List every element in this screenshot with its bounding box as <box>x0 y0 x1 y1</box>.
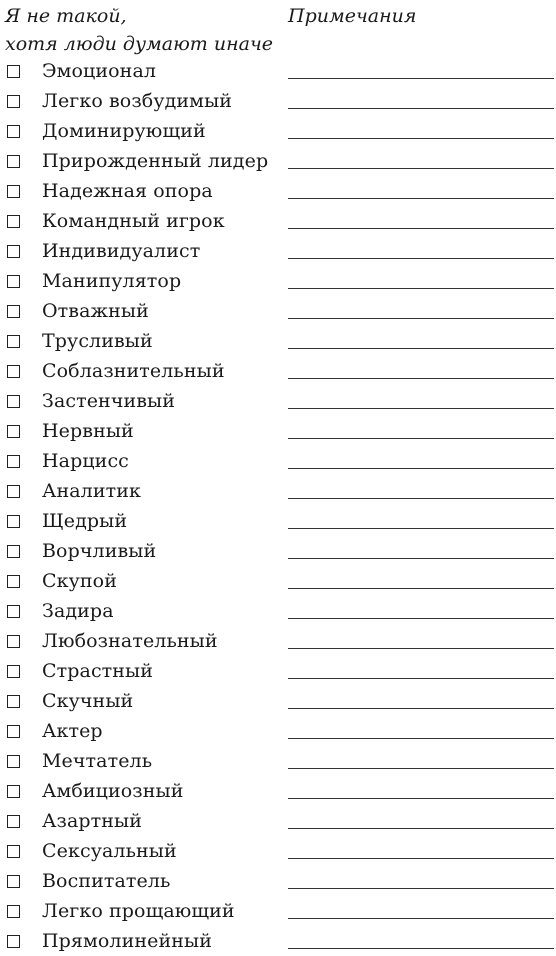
checklist-row <box>0 416 556 446</box>
notes-line[interactable] <box>288 528 554 529</box>
trait-label: Индивидуалист <box>42 240 201 262</box>
checklist-row <box>0 776 556 806</box>
trait-checkbox[interactable] <box>7 245 20 258</box>
notes-line[interactable] <box>288 378 554 379</box>
trait-label: Командный игрок <box>42 210 225 232</box>
notes-line[interactable] <box>288 288 554 289</box>
trait-label: Любознательный <box>42 630 218 652</box>
trait-label: Легко прощающий <box>42 900 235 922</box>
trait-label: Нарцисс <box>42 450 129 472</box>
notes-line[interactable] <box>288 198 554 199</box>
trait-checkbox[interactable] <box>7 395 20 408</box>
notes-line[interactable] <box>288 138 554 139</box>
trait-checkbox[interactable] <box>7 875 20 888</box>
notes-line[interactable] <box>288 768 554 769</box>
trait-checkbox[interactable] <box>7 515 20 528</box>
checklist-row <box>0 866 556 896</box>
trait-checkbox[interactable] <box>7 365 20 378</box>
trait-label: Ворчливый <box>42 540 157 562</box>
trait-checkbox[interactable] <box>7 905 20 918</box>
notes-line[interactable] <box>288 408 554 409</box>
notes-line[interactable] <box>288 828 554 829</box>
trait-checkbox[interactable] <box>7 275 20 288</box>
left-column-heading <box>5 2 273 58</box>
trait-checkbox[interactable] <box>7 455 20 468</box>
notes-line[interactable] <box>288 168 554 169</box>
trait-label: Страстный <box>42 660 154 682</box>
checklist-row <box>0 476 556 506</box>
trait-label: Азартный <box>42 810 143 832</box>
notes-line[interactable] <box>288 948 554 949</box>
trait-label: Щедрый <box>42 510 128 532</box>
checklist-row <box>0 176 556 206</box>
trait-label: Скучный <box>42 690 134 712</box>
notes-line[interactable] <box>288 798 554 799</box>
trait-checkbox[interactable] <box>7 155 20 168</box>
notes-line[interactable] <box>288 708 554 709</box>
notes-line[interactable] <box>288 78 554 79</box>
notes-line[interactable] <box>288 738 554 739</box>
trait-checkbox[interactable] <box>7 425 20 438</box>
trait-checkbox[interactable] <box>7 215 20 228</box>
trait-label: Соблазнительный <box>42 360 225 382</box>
checklist-row <box>0 716 556 746</box>
notes-line[interactable] <box>288 648 554 649</box>
checklist-row <box>0 206 556 236</box>
checklist-row <box>0 686 556 716</box>
trait-checkbox[interactable] <box>7 65 20 78</box>
trait-checklist <box>0 56 556 956</box>
trait-label: Актер <box>42 720 103 742</box>
trait-label: Эмоционал <box>42 60 157 82</box>
trait-checkbox[interactable] <box>7 305 20 318</box>
trait-label: Скупой <box>42 570 117 592</box>
notes-line[interactable] <box>288 918 554 919</box>
trait-checkbox[interactable] <box>7 185 20 198</box>
notes-line[interactable] <box>288 438 554 439</box>
checklist-row <box>0 806 556 836</box>
trait-checkbox[interactable] <box>7 485 20 498</box>
checklist-row <box>0 326 556 356</box>
checklist-row <box>0 356 556 386</box>
checklist-row <box>0 236 556 266</box>
trait-checkbox[interactable] <box>7 725 20 738</box>
notes-line[interactable] <box>288 558 554 559</box>
notes-line[interactable] <box>288 888 554 889</box>
notes-line[interactable] <box>288 468 554 469</box>
trait-label: Надежная опора <box>42 180 213 202</box>
trait-label: Отважный <box>42 300 149 322</box>
trait-checkbox[interactable] <box>7 845 20 858</box>
trait-label: Прирожденный лидер <box>42 150 269 172</box>
notes-line[interactable] <box>288 348 554 349</box>
checklist-row <box>0 56 556 86</box>
checklist-row <box>0 836 556 866</box>
checklist-row <box>0 296 556 326</box>
checklist-row <box>0 386 556 416</box>
trait-checkbox[interactable] <box>7 665 20 678</box>
trait-label: Задира <box>42 600 114 622</box>
checklist-row <box>0 266 556 296</box>
checklist-row <box>0 746 556 776</box>
notes-line[interactable] <box>288 858 554 859</box>
checklist-row <box>0 896 556 926</box>
trait-checkbox[interactable] <box>7 635 20 648</box>
checklist-row <box>0 446 556 476</box>
left-heading-line-1: Я не такой, <box>5 5 127 27</box>
trait-checkbox[interactable] <box>7 575 20 588</box>
trait-label: Манипулятор <box>42 270 182 292</box>
checklist-row <box>0 536 556 566</box>
trait-label: Доминирующий <box>42 120 206 142</box>
notes-line[interactable] <box>288 588 554 589</box>
checklist-row <box>0 596 556 626</box>
trait-checkbox[interactable] <box>7 785 20 798</box>
trait-label: Нервный <box>42 420 134 442</box>
trait-checkbox[interactable] <box>7 335 20 348</box>
notes-line[interactable] <box>288 108 554 109</box>
trait-checkbox[interactable] <box>7 125 20 138</box>
trait-checkbox[interactable] <box>7 935 20 948</box>
checklist-row <box>0 656 556 686</box>
checklist-row <box>0 506 556 536</box>
left-heading-line-2: хотя люди думают иначе <box>5 33 274 55</box>
trait-label: Легко возбудимый <box>42 90 233 112</box>
checklist-row <box>0 86 556 116</box>
trait-label: Амбициозный <box>42 780 184 802</box>
page-header <box>0 0 556 62</box>
checklist-row <box>0 626 556 656</box>
notes-line[interactable] <box>288 678 554 679</box>
notes-line[interactable] <box>288 258 554 259</box>
trait-label: Мечтатель <box>42 750 153 772</box>
trait-checkbox[interactable] <box>7 695 20 708</box>
trait-label: Сексуальный <box>42 840 177 862</box>
trait-checkbox[interactable] <box>7 605 20 618</box>
trait-label: Трусливый <box>42 330 153 352</box>
trait-label: Воспитатель <box>42 870 171 892</box>
trait-checkbox[interactable] <box>7 545 20 558</box>
notes-column-heading: Примечания <box>288 5 417 27</box>
trait-label: Аналитик <box>42 480 141 502</box>
trait-checkbox[interactable] <box>7 755 20 768</box>
notes-line[interactable] <box>288 498 554 499</box>
checklist-row <box>0 116 556 146</box>
trait-checkbox[interactable] <box>7 95 20 108</box>
notes-line[interactable] <box>288 618 554 619</box>
trait-label: Прямолинейный <box>42 930 212 952</box>
notes-line[interactable] <box>288 318 554 319</box>
checklist-row <box>0 566 556 596</box>
checklist-row <box>0 146 556 176</box>
checklist-row <box>0 926 556 956</box>
trait-checkbox[interactable] <box>7 815 20 828</box>
trait-label: Застенчивый <box>42 390 176 412</box>
notes-line[interactable] <box>288 228 554 229</box>
